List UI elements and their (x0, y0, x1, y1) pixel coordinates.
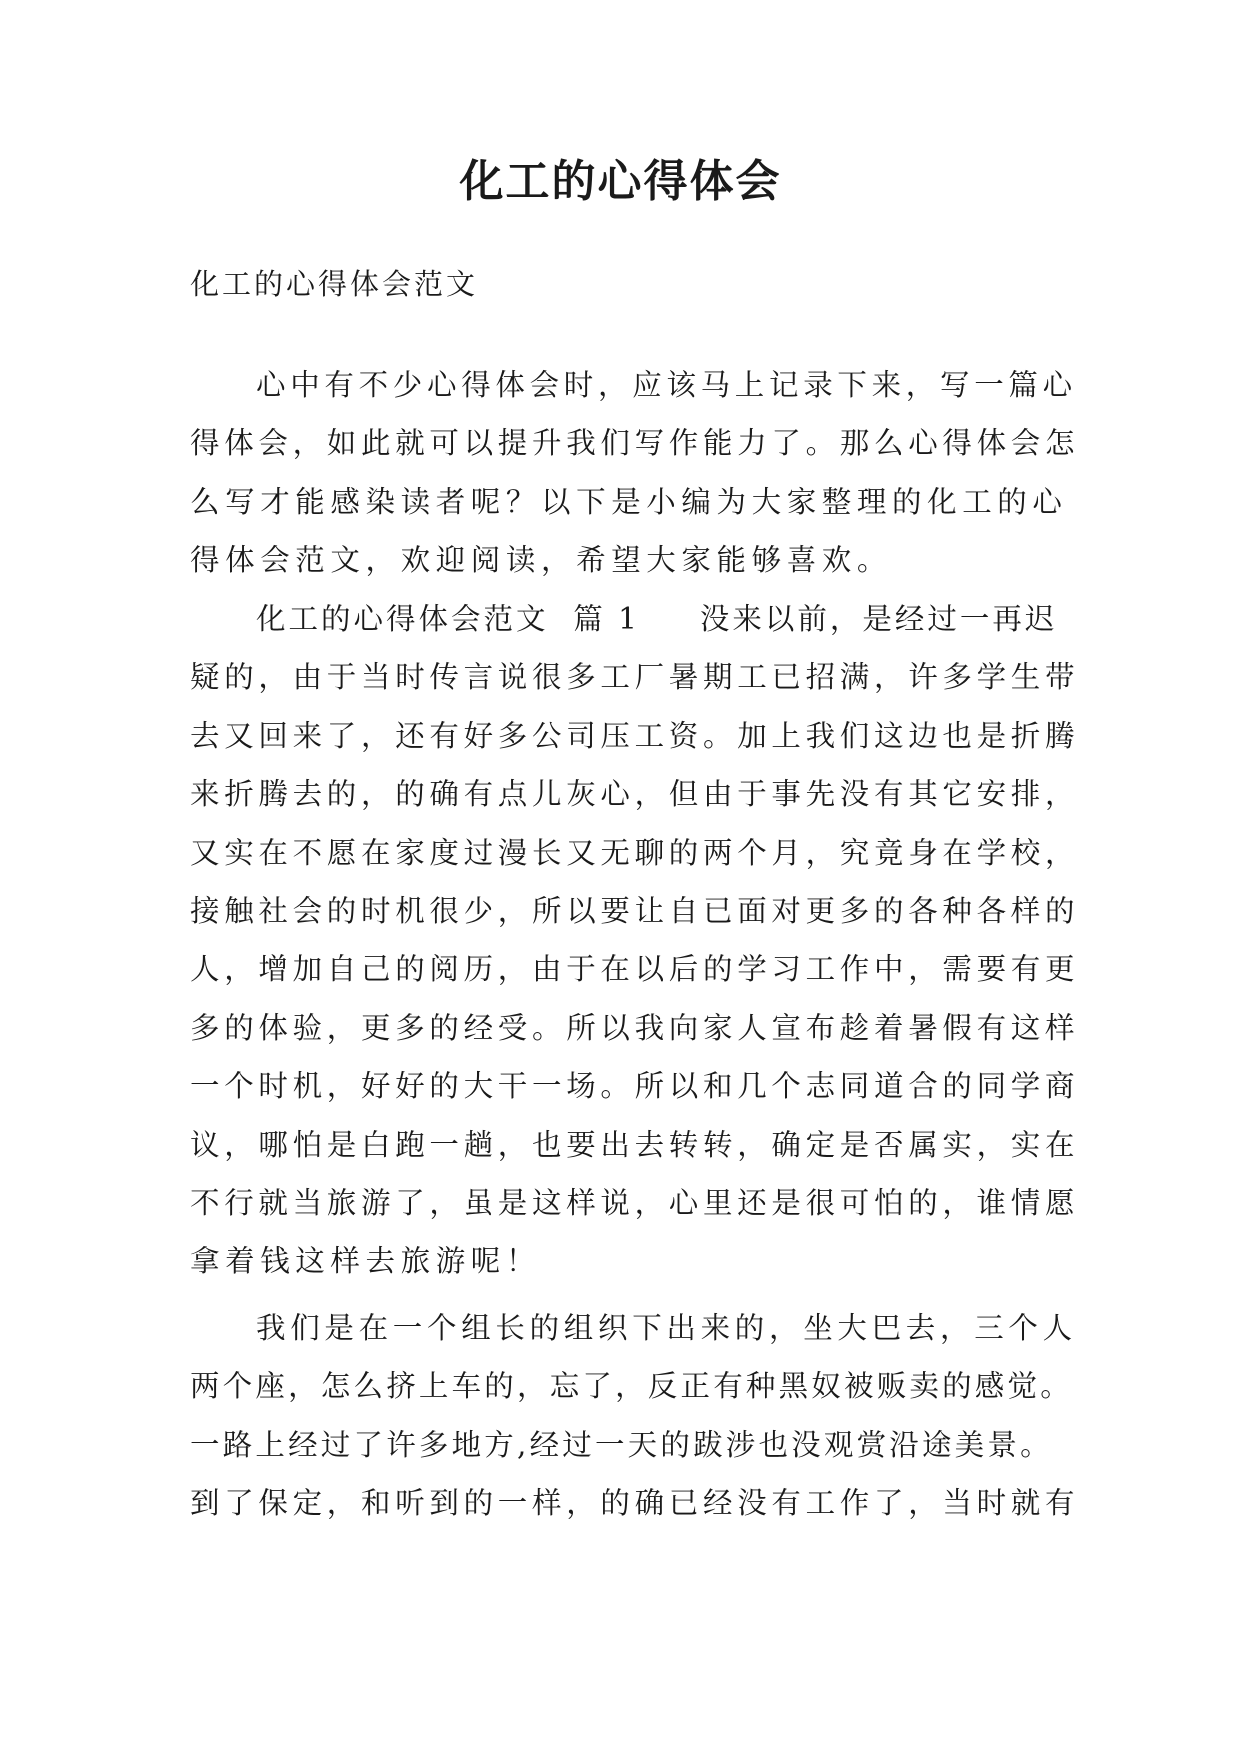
text-line: 心中有不少心得体会时，应该马上记录下来，写一篇心 (256, 368, 1077, 402)
text-line: 接触社会的时机很少，所以要让自已面对更多的各种各样的 (190, 893, 1080, 928)
paragraph-2 (190, 1299, 1080, 1533)
text-line: 得体会范文，欢迎阅读，希望大家能够喜欢。 (190, 543, 893, 578)
section-heading: 化工的心得体会范文 篇 1 (256, 602, 640, 636)
text-line: 来折腾去的，的确有点儿灰心，但由于事先没有其它安排， (190, 777, 1080, 812)
intro-paragraph (190, 356, 1080, 590)
document-title: 化工的心得体会 (459, 156, 782, 207)
text-line: 么写才能感染读者呢？以下是小编为大家整理的化工的心 (190, 484, 1068, 519)
document-subtitle: 化工的心得体会范文 (190, 267, 479, 301)
text-line: 一路上经过了许多地方,经过一天的跋涉也没观赏沿途美景。 (190, 1427, 1053, 1462)
text-line: 到了保定，和听到的一样，的确已经没有工作了，当时就有 (190, 1486, 1080, 1521)
text-line: 人，增加自己的阅历，由于在以后的学习工作中，需要有更 (190, 952, 1080, 987)
text-line: 拿着钱这样去旅游呢！ (190, 1244, 542, 1279)
section-first-line-rest: 没来以前，是经过一再迟 (699, 602, 1058, 636)
text-line: 又实在不愿在家度过漫长又无聊的两个月，究竟身在学校， (190, 835, 1080, 870)
text-line (190, 590, 1060, 648)
text-line: 不行就当旅游了，虽是这样说，心里还是很可怕的，谁情愿 (190, 1185, 1080, 1220)
section-1-paragraph (190, 590, 1080, 1291)
text-line: 得体会，如此就可以提升我们写作能力了。那么心得体会怎 (190, 426, 1080, 461)
text-line: 一个时机，好好的大干一场。所以和几个志同道合的同学商 (190, 1069, 1080, 1104)
text-line: 疑的，由于当时传言说很多工厂暑期工已招满，许多学生带 (190, 660, 1080, 695)
text-line: 两个座，怎么挤上车的，忘了，反正有种黑奴被贩卖的感觉。 (190, 1369, 1073, 1404)
text-line: 多的体验，更多的经受。所以我向家人宣布趁着暑假有这样 (190, 1010, 1080, 1045)
text-line: 我们是在一个组长的组织下出来的，坐大巴去，三个人 (256, 1311, 1077, 1345)
text-line: 议，哪怕是白跑一趟，也要出去转转，确定是否属实，实在 (190, 1127, 1080, 1162)
text-line: 去又回来了，还有好多公司压工资。加上我们这边也是折腾 (190, 718, 1080, 753)
